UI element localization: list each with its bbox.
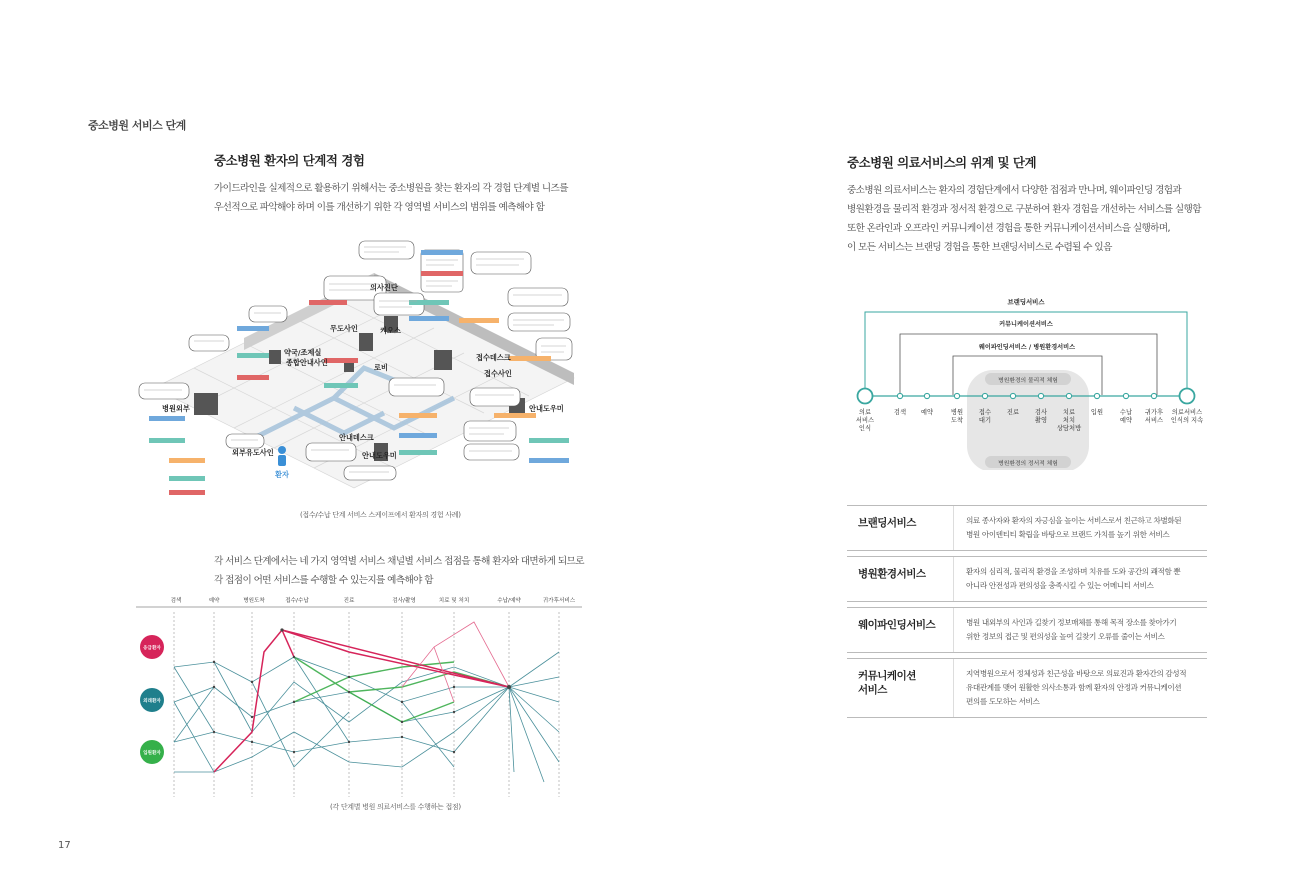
patient-label: 응급환자	[143, 646, 161, 651]
right-intro-line: 또한 온라인과 오프라인 커뮤니케이션 경험을 통한 커뮤니케이션서비스을 실행하며,	[847, 223, 1170, 234]
stage-label: 검사/촬영	[392, 598, 416, 604]
left-second-line: 각 서비스 단계에서는 네 가지 영역별 서비스 채널별 서비스 접점을 통해 환자와 대면하게 되므로	[214, 556, 584, 567]
stage-label: 귀가후서비스	[542, 598, 576, 604]
right-intro	[847, 181, 1217, 257]
map-label: 약국/조제실	[284, 348, 322, 357]
service-desc	[953, 608, 1207, 652]
branding-label: 브랜딩서비스	[1007, 298, 1045, 306]
stage-label: 예약	[208, 598, 220, 604]
communication-label: 커뮤니케이션서비스	[999, 321, 1053, 328]
page-number: 17	[58, 840, 71, 851]
step-label: 진료	[1006, 409, 1020, 416]
step-label: 병원 도착	[950, 409, 964, 424]
emotional-label: 병원환경의 정서적 체험	[998, 461, 1058, 467]
services-table	[847, 505, 1207, 723]
service-row-branding	[847, 505, 1207, 551]
service-desc	[953, 506, 1207, 550]
service-desc	[953, 659, 1207, 717]
map-label: 키오스	[380, 326, 401, 335]
service-desc	[953, 557, 1207, 601]
map-label: 안내도우미	[362, 451, 397, 460]
step-label: 수납 예약	[1119, 409, 1133, 424]
physical-label: 병원환경의 물리적 체험	[998, 378, 1058, 384]
service-name: 병원환경서비스	[858, 568, 926, 580]
service-desc-line: 편의를 도모하는 서비스	[966, 697, 1040, 706]
map-label: 외부유도사인	[232, 448, 274, 457]
step-label: 접수 대기	[978, 409, 992, 424]
step-label: 입원	[1090, 409, 1104, 416]
map-label: 무도사인	[330, 324, 358, 333]
map-label: 로비	[374, 363, 388, 372]
patient-label: 입원환자	[143, 751, 161, 756]
step-label: 예약	[920, 409, 934, 416]
service-row-wayfinding	[847, 607, 1207, 653]
step-label: 의료 서비스 인식	[855, 409, 875, 432]
map-label: 병원외부	[162, 404, 190, 413]
left-intro	[214, 179, 604, 217]
service-desc-line: 지역병원으로서 정체성과 친근성을 바탕으로 의료진과 환자간의 감성적	[966, 669, 1187, 678]
service-desc-line: 병원 아이덴티티 확립을 바탕으로 브랜드 가치를 높기 위한 서비스	[966, 530, 1170, 539]
wayfinding-label: 웨이파인딩서비스 / 병원환경서비스	[978, 344, 1076, 351]
map-label: 의사진단	[370, 283, 398, 292]
service-hierarchy-diagram	[845, 290, 1215, 470]
service-desc-line: 환자의 심리적, 물리적 환경을 조성하며 치유를 도와 공간의 쾌적함 뿐	[966, 567, 1181, 576]
network-caption: (각 단계별 병원 의료서비스를 수행하는 접점)	[330, 803, 461, 811]
step-label: 검색	[893, 409, 907, 416]
service-desc-line: 위한 정보의 접근 및 편의성을 높여 길찾기 오류를 줄이는 서비스	[966, 632, 1165, 641]
map-label: 접수데스크	[476, 353, 511, 362]
service-desc-line: 유대관계를 맺어 원활한 의사소통과 함께 환자의 안정과 커뮤니케이션	[966, 683, 1182, 692]
left-intro-line: 우선적으로 파악해야 하며 이를 개선하기 위한 각 영역별 서비스의 범위를 예측해야 함	[214, 202, 545, 213]
map-label: 환자	[275, 470, 289, 479]
service-row-communication	[847, 658, 1207, 718]
service-desc-line: 의료 종사자와 환자의 자긍심을 높이는 서비스로서 친근하고 차별화된	[966, 516, 1182, 525]
service-name: 커뮤니케이션 서비스	[858, 670, 916, 696]
stage-label: 수납/예약	[497, 598, 521, 604]
stage-label: 진료	[343, 598, 355, 604]
section-title: 중소병원 서비스 단계	[88, 119, 186, 132]
start-node	[858, 389, 873, 404]
map-label: 안내도우미	[529, 404, 564, 413]
step-label: 치료 처치 상담처방	[1056, 409, 1082, 432]
left-title: 중소병원 환자의 단계적 경험	[214, 153, 365, 168]
service-name: 브랜딩서비스	[858, 517, 916, 529]
right-title: 중소병원 의료서비스의 위계 및 단계	[847, 155, 1037, 170]
stage-label: 치료 및 처치	[438, 598, 470, 604]
service-desc-line: 아니라 안전성과 편의성을 충족시킬 수 있는 어메니티 서비스	[966, 581, 1154, 590]
step-label: 의료서비스 인식의 지속	[1170, 409, 1204, 424]
right-intro-line: 중소병원 의료서비스는 환자의 경험단계에서 다양한 접점과 만나며, 웨이파인딩 경험과	[847, 185, 1182, 196]
service-name: 웨이파인딩서비스	[858, 619, 936, 631]
stage-label: 검색	[170, 598, 182, 604]
right-intro-line: 병원환경을 물리적 환경과 정서적 환경으로 구분하여 환자 경험을 개선하는 서비스를 실행함	[847, 204, 1201, 215]
end-node	[1180, 389, 1195, 404]
left-second-line: 각 접점이 어떤 서비스를 수행할 수 있는지를 예측해야 함	[214, 575, 433, 586]
touchpoint-network	[134, 592, 584, 800]
step-label: 귀가후 서비스	[1144, 409, 1164, 424]
right-intro-line: 이 모든 서비스는 브랜딩 경험을 통한 브랜딩서비스로 수렴될 수 있음	[847, 242, 1112, 253]
service-row-environment	[847, 556, 1207, 602]
left-intro-line: 가이드라인을 실제적으로 활용하기 위해서는 중소병원을 찾는 환자의 각 경험 단계별 니즈를	[214, 183, 568, 194]
service-scape-illustration	[134, 238, 584, 508]
stage-label: 접수/수납	[285, 598, 309, 604]
map-label: 종합안내사인	[286, 358, 328, 367]
left-second-text	[214, 552, 604, 590]
map-label: 접수사인	[484, 369, 512, 378]
map-label: 안내데스크	[339, 433, 374, 442]
stage-label: 병원도착	[243, 598, 265, 604]
patient-label: 외래환자	[143, 699, 161, 704]
map-caption: (접수/수납 단계 서비스 스케이프에서 환자의 경험 사례)	[300, 511, 461, 519]
service-desc-line: 병원 내외부의 사인과 길찾기 정보매체를 통해 목적 장소를 찾아가기	[966, 618, 1177, 627]
step-label: 검사 촬영	[1034, 409, 1048, 424]
